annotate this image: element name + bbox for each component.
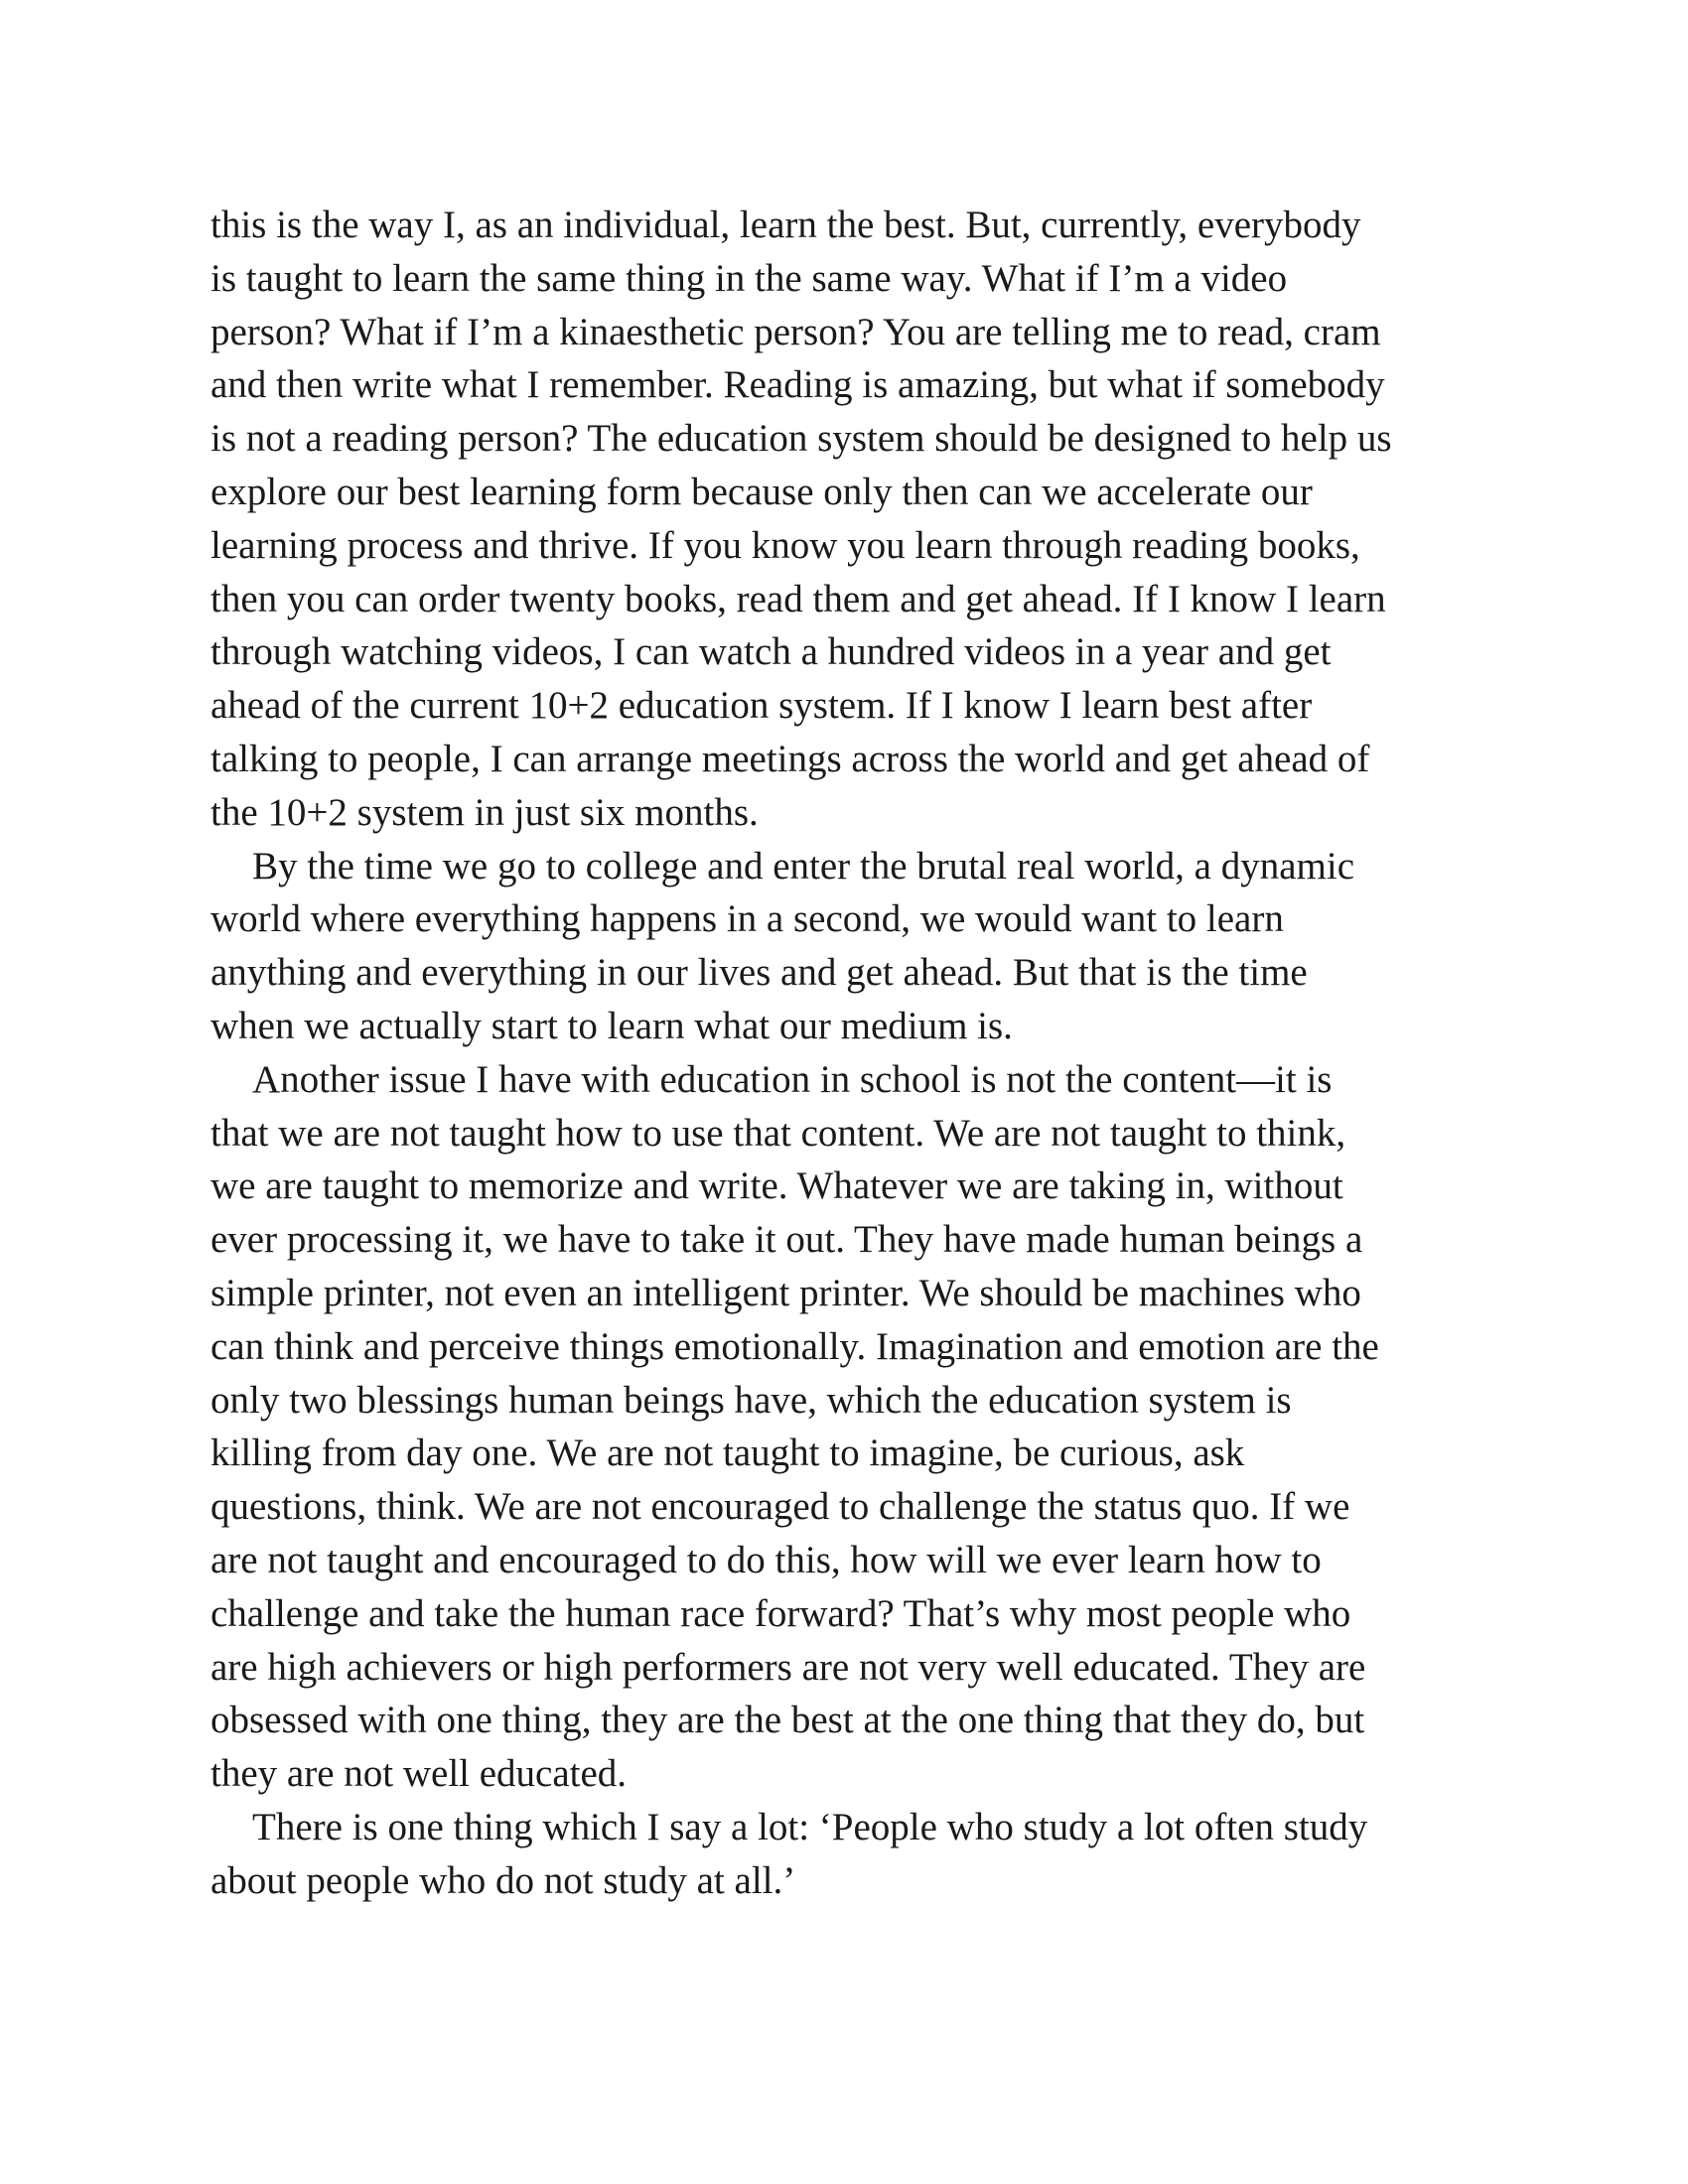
text-line: can think and perceive things emotionally. Imagination and emotion are the (211, 1324, 1379, 1368)
text-line: only two blessings human beings have, which the education system is (211, 1378, 1292, 1422)
text-line: ahead of the current 10+2 education system. If I know I learn best after (211, 684, 1313, 728)
text-line: explore our best learning form because only then can we accelerate our (211, 470, 1313, 513)
text-line: about people who do not study at all.’ (211, 1858, 796, 1902)
text-line: are high achievers or high performers are not very well educated. They are (211, 1645, 1366, 1689)
text-line: person? What if I’m a kinaesthetic person? You are telling me to read, cram (211, 310, 1381, 353)
paragraph-start-line: There is one thing which I say a lot: ‘People who study a lot often study (252, 1805, 1368, 1848)
text-line: world where everything happens in a second, we would want to learn (211, 897, 1284, 941)
text-line: questions, think. We are not encouraged to challenge the status quo. If we (211, 1485, 1350, 1529)
text-line: this is the way I, as an individual, learn the best. But, currently, everybody (211, 204, 1361, 246)
text-line: they are not well educated. (211, 1752, 628, 1796)
text-line: are not taught and encouraged to do this, how will we ever learn how to (211, 1538, 1322, 1581)
text-line: that we are not taught how to use that content. We are not taught to think, (211, 1111, 1346, 1155)
text-line: learning process and thrive. If you know you learn through reading books, (211, 523, 1360, 567)
paragraph-start-line: By the time we go to college and enter the brutal real world, a dynamic (252, 844, 1355, 887)
body-text (211, 199, 1501, 1908)
text-line: we are taught to memorize and write. Whatever we are taking in, without (211, 1164, 1343, 1208)
text-line: when we actually start to learn what our medium is. (211, 1004, 1013, 1047)
text-line: is not a reading person? The education system should be designed to help us (211, 417, 1392, 461)
text-line: the 10+2 system in just six months. (211, 790, 759, 834)
text-line: talking to people, I can arrange meetings across the world and get ahead of (211, 737, 1370, 780)
text-line: anything and everything in our lives and get ahead. But that is the time (211, 951, 1308, 995)
paragraph-start-line: Another issue I have with education in school is not the content—it is (252, 1057, 1333, 1101)
text-line: then you can order twenty books, read them and get ahead. If I know I learn (211, 577, 1386, 620)
text-line: killing from day one. We are not taught to imagine, be curious, ask (211, 1432, 1245, 1475)
text-line: simple printer, not even an intelligent printer. We should be machines who (211, 1271, 1361, 1314)
text-line: ever processing it, we have to take it out. They have made human beings a (211, 1218, 1363, 1262)
text-line: through watching videos, I can watch a hundred videos in a year and get (211, 630, 1332, 674)
text-line: and then write what I remember. Reading is amazing, but what if somebody (211, 363, 1385, 407)
text-line: challenge and take the human race forward? That’s why most people who (211, 1591, 1351, 1635)
text-line: is taught to learn the same thing in the same way. What if I’m a video (211, 256, 1288, 300)
text-line: obsessed with one thing, they are the best at the one thing that they do, but (211, 1699, 1365, 1742)
